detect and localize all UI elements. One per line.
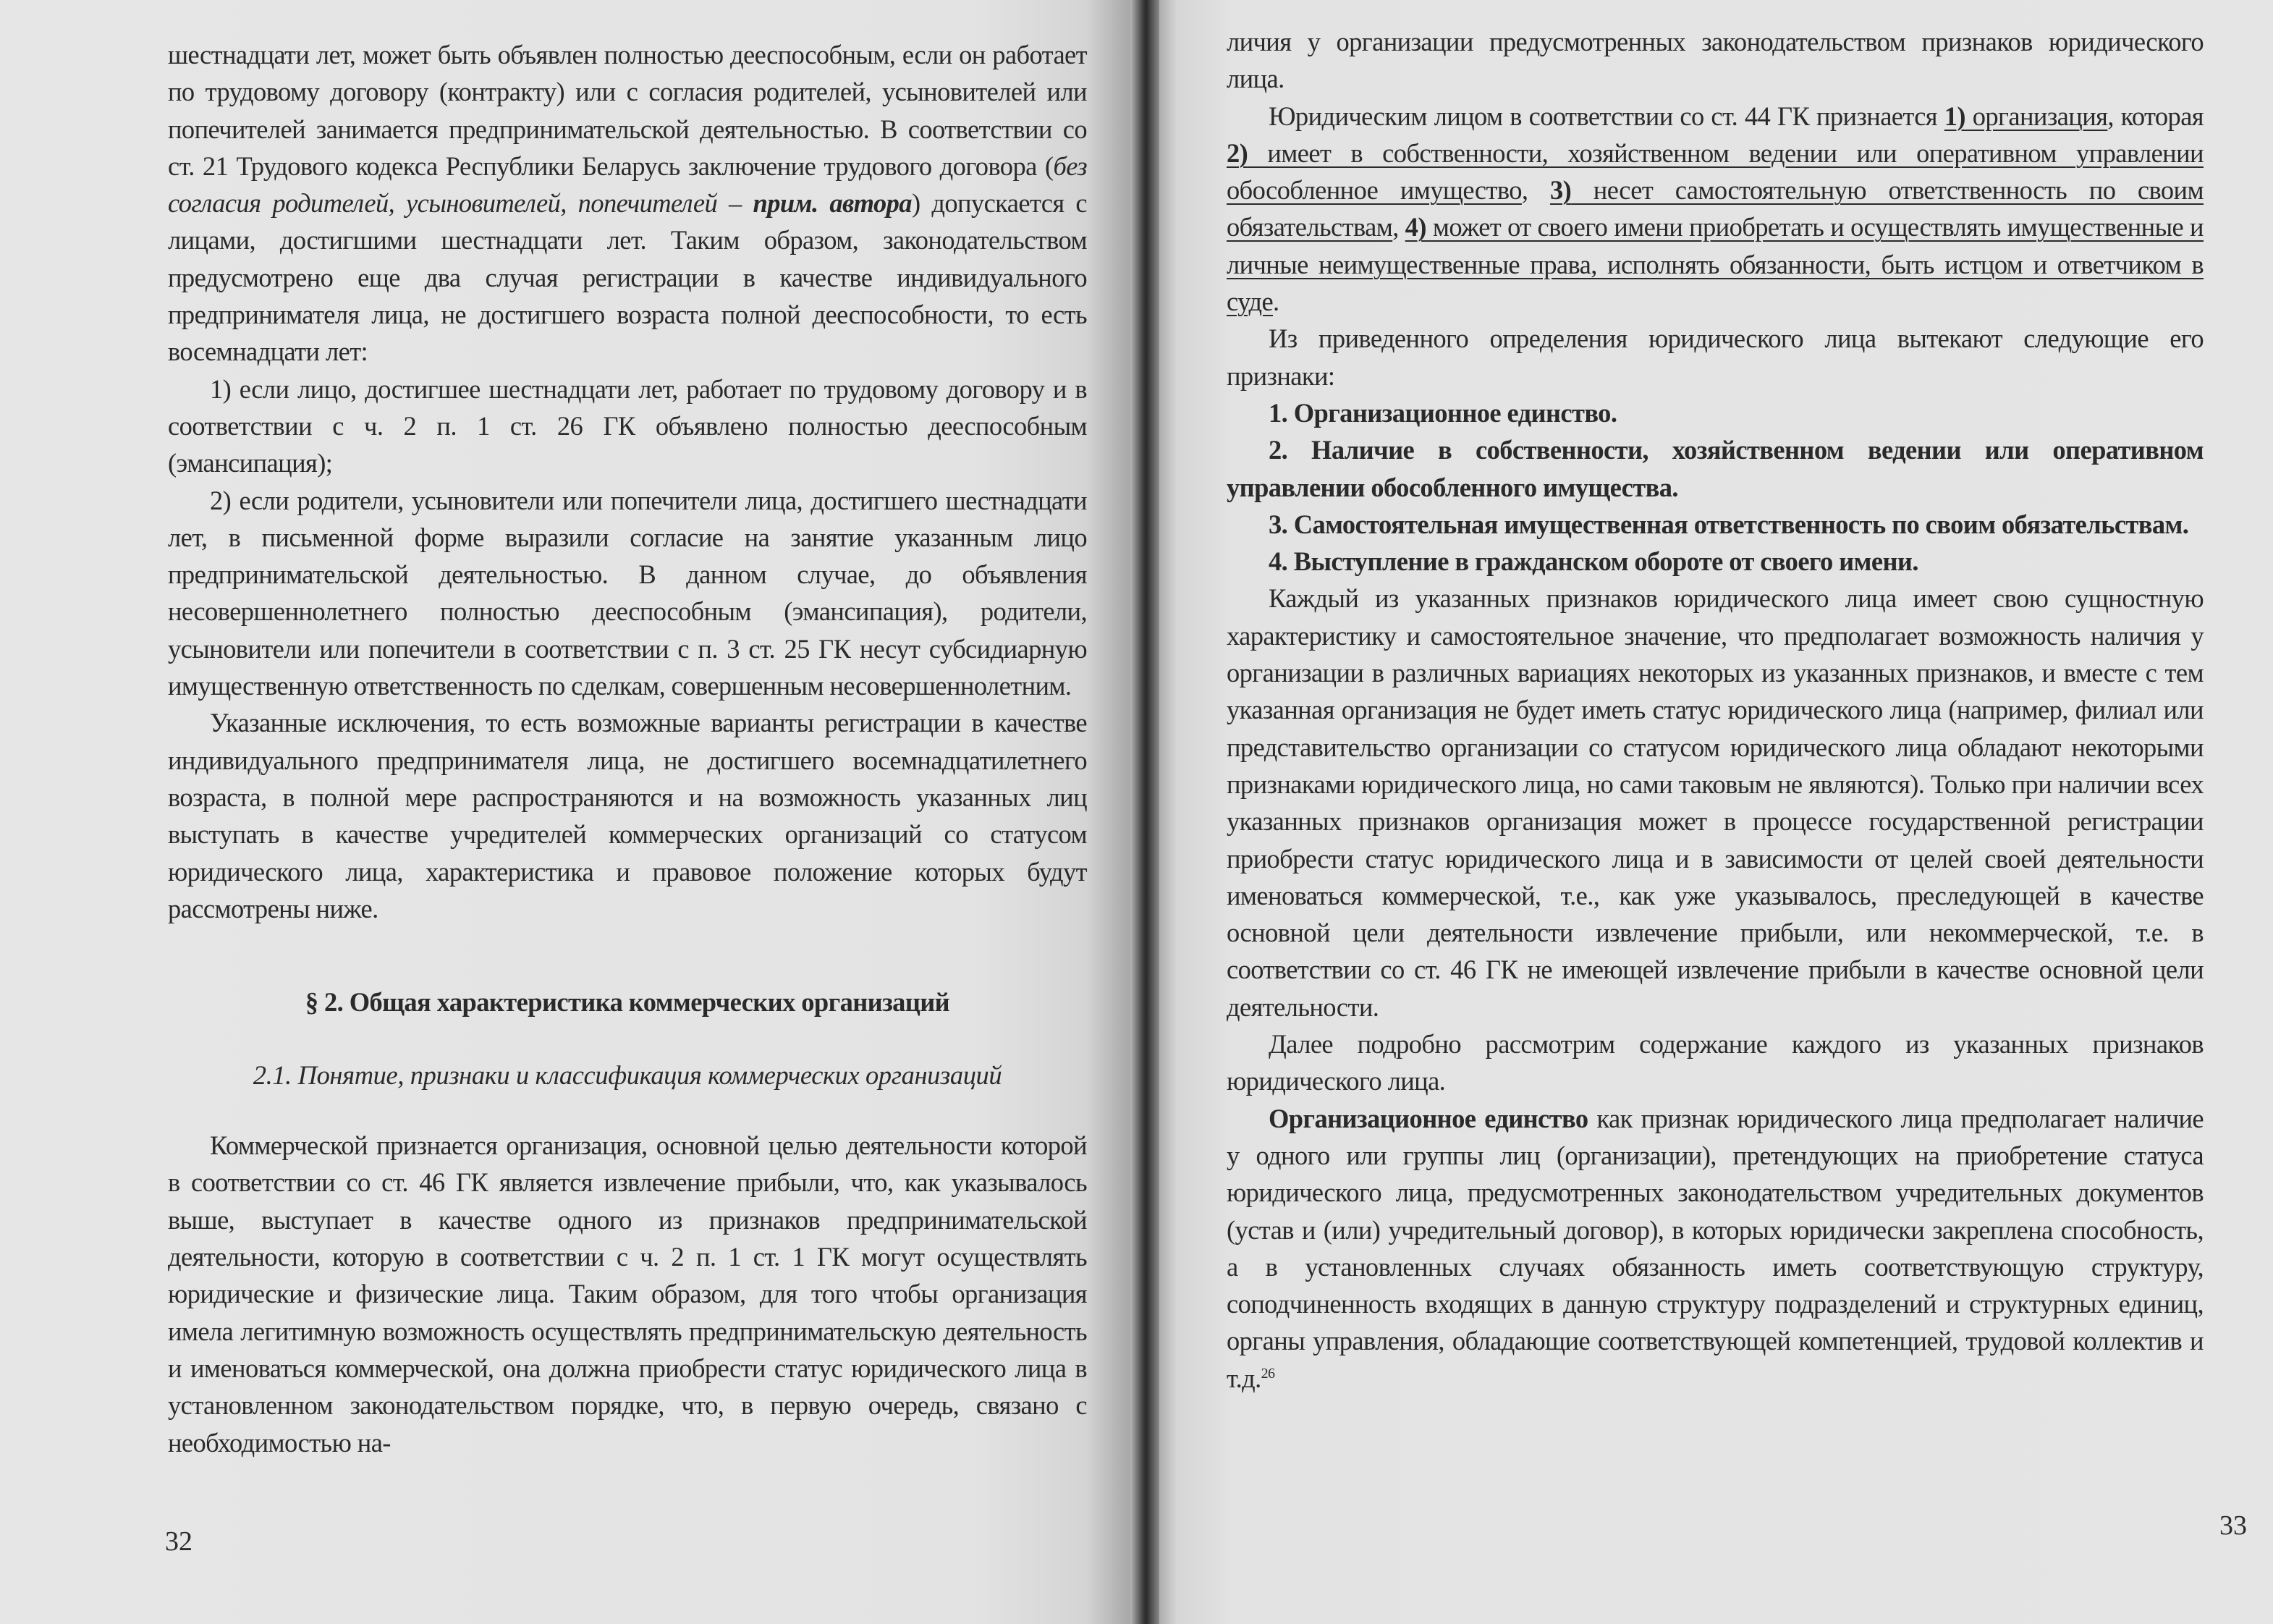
footnote-ref: 26 (1261, 1365, 1275, 1382)
paragraph: Из приведенного определения юридического лица вытекают следующие его признаки: (1227, 323, 2204, 391)
subsection-heading: 2.1. Понятие, признаки и классификация коммерческих организаций (253, 1060, 1002, 1091)
right-page (1143, 0, 2273, 1624)
page-number: 32 (165, 1526, 192, 1557)
paragraph: 1) если лицо, достигшее шестнадцати лет, работает по трудовому договору и в соответствии с ч. 2 п. 1 ст. 26 ГК объявлено полностью дееспособным (эмансипация); (168, 373, 1087, 478)
paragraph: Каждый из указанных признаков юридического лица имеет свою сущностную характеристику и самостоятельное значение, что предполагает возможность наличия у организации в различных вариациях некоторых из указанных признаков, и вместе с тем указанная организация не будет иметь статус юридического лица (например, филиал или представительство организации со статусом юридического лица обладают некоторыми признаками юридического лица, но сами таковым не являются). Только при наличии всех указанных признаков организация может в процессе государственной регистрации приобрести статус юридического лица и в зависимости от целей своей деятельности именоваться коммерческой, т.е., как уже указывалось, преследующей в качестве основной цели деятельности извлечение прибыли, или некоммерческой, т.е. в соответствии со ст. 46 ГК не имеющей извлечение прибыли в качестве основной цели деятельности. (1227, 583, 2204, 1022)
paragraph: Организационное единство как признак юридического лица предполагает наличие у одного или группы лиц (организации), претендующих на приобретение статуса юридического лица, предусмотренных законодательством учредительных документов (устав и (или) учредительный договор), в которых юридически закреплена способность, а в установленных случаях обязанность иметь соответствующую структуру, соподчиненность входящих в данную структуру подразделений и структурных единиц, органы управления, обладающие соответствующей компетенцией, трудовой коллектив и т.д.$^{26}$ (1227, 1103, 2204, 1393)
left-page-text (168, 36, 1087, 1461)
paragraph: Коммерческой признается организация, основной целью деятельности которой в соответствии со ст. 46 ГК является извлечение прибыли, что, как указывалось выше, выступает в качестве одного из признаков предпринимательской деятельности, которую в соответствии с ч. 2 п. 1 ст. 1 ГК могут осуществлять юридические и физические лица. Таким образом, для того чтобы организация имела легитимную возможность осуществлять предпринимательскую деятельность и именоваться коммерческой, она должна приобрести статус юридического лица в установленном законодательством порядке, что, в первую очередь, связано с необходимостью на- (168, 1130, 1087, 1458)
paragraph: личия у организации предусмотренных законодательством признаков юридического лица. (1227, 27, 2204, 94)
page-number: 33 (2219, 1510, 2247, 1541)
paragraph: Указанные исключения, то есть возможные варианты регистрации в качестве индивидуального предпринимателя лица, не достигшего восемнадцатилетнего возраста, в полной мере распространяются и на возможность указанных лиц выступать в качестве учредителей коммерческих организаций со статусом юридического лица, характеристика и правовое положение которых будут рассмотрены ниже. (168, 708, 1087, 923)
section-heading: § 2. Общая характеристика коммерческих организаций (305, 987, 950, 1018)
paragraph: шестнадцати лет, может быть объявлен полностью дееспособным, если он работает по трудовому договору (контракту) или с согласия родителей, усыновителей или попечителей занимается предпринимательской деятельностью. В соответствии со ст. 21 Трудового кодекса Республики Беларусь заключение трудового договора (без согласия родителей, усыновителей, попечителей – прим. автора) допускается с лицами, достигшими шестнадцати лет. Таким образом, законодательством предусмотрено еще два случая регистрации в качестве индивидуального предпринимателя лица, не достигшего возраста полной дееспособности, то есть восемнадцати лет: (168, 40, 1087, 367)
feature-item: 2. Наличие в собственности, хозяйственном ведении или оперативном управлении обособленного имущества. (1227, 435, 2204, 502)
definition-paragraph: Юридическим лицом в соответствии со ст. 44 ГК признается 1) организация, которая 2) имеет в собственности, хозяйственном ведении или оперативном управлении обособленное имущество, 3) несет самостоятельную ответственность по своим обязательствам, 4) может от своего имени приобретать и осуществлять имущественные и личные неимущественные права, исполнять обязанности, быть истцом и ответчиком в суде. (1227, 101, 2204, 317)
feature-item: 3. Самостоятельная имущественная ответственность по своим обязательствам. (1269, 509, 2189, 539)
right-page-text (1227, 23, 2204, 1397)
feature-item: 4. Выступление в гражданском обороте от своего имени. (1269, 546, 1918, 577)
feature-item: 1. Организационное единство. (1269, 397, 1617, 428)
book-spine (1130, 0, 1159, 1624)
paragraph: Далее подробно рассмотрим содержание каждого из указанных признаков юридического лица. (1227, 1029, 2204, 1096)
paragraph: 2) если родители, усыновители или попечители лица, достигшего шестнадцати лет, в письменной форме выразили согласие на занятие указанным лицо предпринимательской деятельностью. В данном случае, до объявления несовершеннолетнего полностью дееспособным (эмансипация), родители, усыновители или попечители в соответствии с п. 3 ст. 25 ГК несут субсидиарную имущественную ответственность по сделкам, совершенным несовершеннолетним. (168, 485, 1087, 701)
